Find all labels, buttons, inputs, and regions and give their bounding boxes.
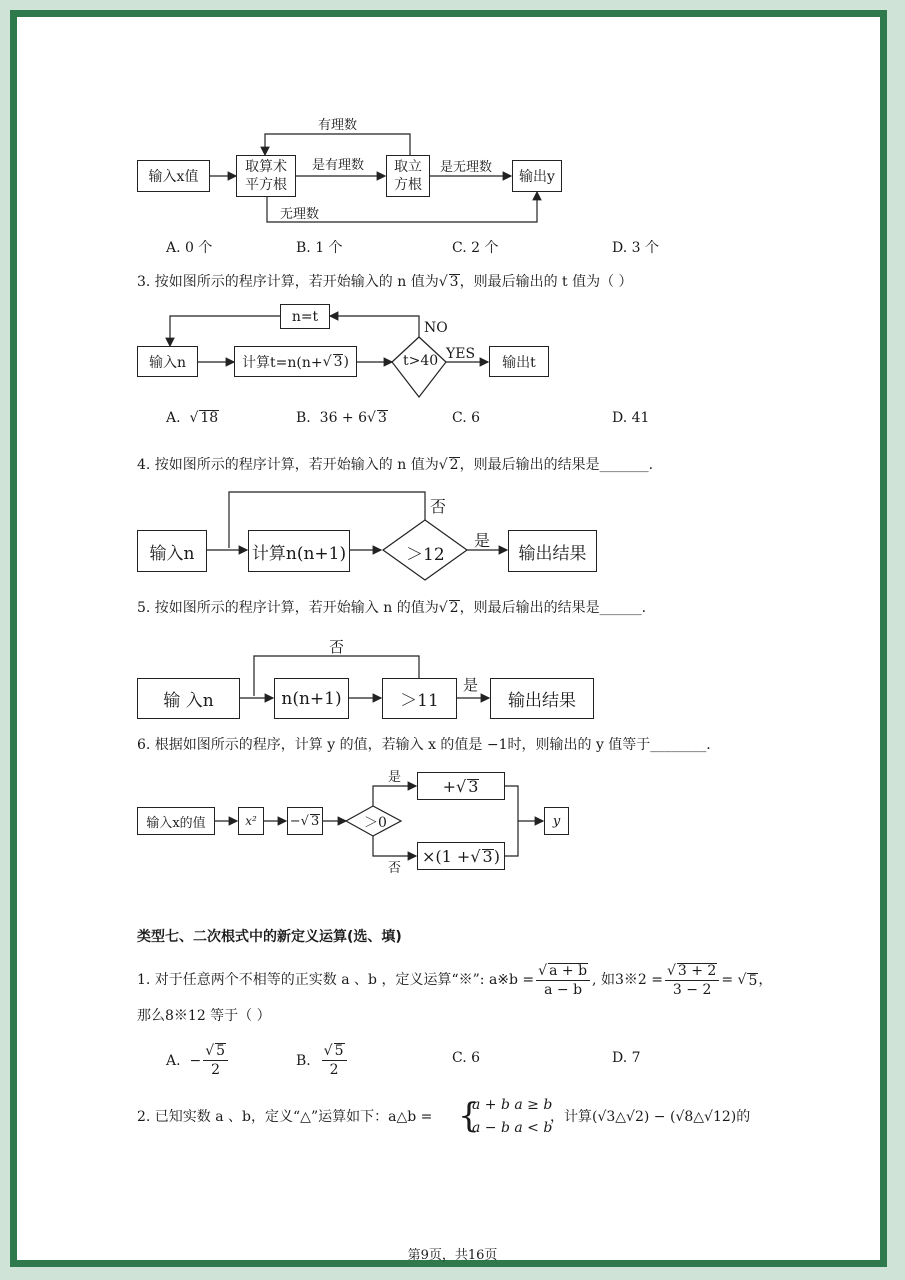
q7-1-stem: 1. 对于任意两个不相等的正实数 a 、b ，定义运算“※”: a※b = $\frac{√ a + b}{a - b}$ , 如3※2 = $\frac{√ 3 + 2}{3 - 2}$ = √ 5 ， [137, 962, 773, 998]
q3-option-d[interactable]: D. 41 [612, 410, 650, 426]
q4-output-box: 输出结果 [508, 530, 597, 572]
q6-times-box: ×(1 + √ 3 ) [417, 842, 505, 870]
q5-yes-label: 是 [463, 676, 479, 694]
q7-1-option-d[interactable]: D. 7 [612, 1050, 641, 1066]
q3-yes-label: YES [446, 346, 476, 362]
q1-cube-box: 取立 方根 [386, 155, 430, 197]
page-footer: 第9页，共16页 [407, 1248, 498, 1263]
q7-2-brace: { [458, 1096, 480, 1136]
q7-1-def-fraction: $\frac{√ a + b}{a - b}$ [536, 962, 590, 999]
q1-input-box: 输入x值 [137, 160, 210, 192]
q1-option-d[interactable]: D. 3 个 [612, 240, 659, 256]
q1-option-a[interactable]: A. 0 个 [166, 240, 213, 256]
q1-output-box: 输出y [512, 160, 562, 192]
q1-edge-is-rational: 是有理数 [312, 158, 365, 173]
q3-option-b[interactable]: B. 36 + 6√ 3 [296, 410, 387, 426]
q5-calc-box: n(n+1) [274, 678, 349, 719]
q7-1-option-b[interactable]: B. $\frac{√ 5}{2}$ [296, 1042, 349, 1079]
q6-output-box: y [544, 807, 569, 835]
q6-input-box: 输入x的值 [137, 807, 215, 835]
section-heading: 类型七、二次根式中的新定义运算(选、填) [137, 929, 402, 945]
q6-square-box: x² [238, 807, 264, 835]
q6-plus-box: + √ 3 [417, 772, 505, 800]
q1-sqrt-box: 取算术 平方根 [236, 155, 296, 197]
q3-option-a[interactable]: A. √ 18 [166, 410, 219, 426]
q7-2-stem-mid: ，计算(√3△√2) − (√8△√12)的 [550, 1109, 751, 1125]
q1-option-c[interactable]: C. 2 个 [452, 240, 499, 256]
q7-1-option-a[interactable]: A. − $\frac{√ 5}{2}$ [166, 1042, 230, 1079]
q4-stem: 4. 按如图所示的程序计算，若开始输入的 n 值为√ 2，则最后输出的结果是_______. [137, 457, 654, 473]
q1-edge-is-irrational: 是无理数 [440, 160, 493, 175]
q1-option-b[interactable]: B. 1 个 [296, 240, 343, 256]
q7-1-option-c[interactable]: C. 6 [452, 1050, 481, 1066]
q3-output-box: 输出t [489, 346, 549, 377]
q3-input-box: 输入n [137, 346, 198, 377]
q7-2-stem-pre: 2. 已知实数 a 、b，定义“△”运算如下：a△b = [137, 1109, 433, 1125]
q1-edge-irrational-bottom: 无理数 [280, 207, 320, 222]
q3-assign-box: n=t [280, 304, 330, 329]
q4-input-box: 输入n [137, 530, 207, 572]
q4-diamond-label: ＞12 [406, 545, 445, 565]
q3-option-c[interactable]: C. 6 [452, 410, 481, 426]
q1-edge-rational-top: 有理数 [318, 118, 358, 133]
q7-1-line2: 那么8※12 等于（ ） [137, 1008, 271, 1024]
q3-stem: 3. 按如图所示的程序计算，若开始输入的 n 值为√ 3，则最后输出的 t 值为（ ） [137, 274, 633, 290]
q3-diamond-label: t>40 [403, 353, 439, 369]
q5-compare-box: ＞11 [382, 678, 457, 719]
q5-stem: 5. 按如图所示的程序计算，若开始输入 n 的值为√ 2，则最后输出的结果是______. [137, 600, 647, 616]
q5-input-box: 输 入n [137, 678, 240, 719]
q7-2-case1: a + b a ≥ b [472, 1097, 553, 1113]
q3-no-label: NO [424, 320, 448, 336]
q5-no-label: 否 [329, 638, 345, 656]
q3-calc-box: 计算t=n(n+ √ 3 ) [234, 346, 357, 377]
q4-yes-label: 是 [474, 531, 491, 550]
q7-2-case2: a − b a < b [472, 1120, 553, 1136]
q6-no-label: 否 [388, 861, 402, 876]
q6-diamond-label: ＞0 [364, 815, 387, 831]
q6-minus-box: − √ 3 [287, 807, 323, 835]
q4-calc-box: 计算n(n+1) [248, 530, 350, 572]
q5-output-box: 输出结果 [490, 678, 594, 719]
q6-yes-label: 是 [388, 770, 402, 785]
q6-stem: 6. 根据如图所示的程序，计算 y 的值，若输入 x 的值是 −1时，则输出的 y 值等于________. [137, 737, 711, 753]
q4-no-label: 否 [430, 497, 447, 516]
q7-1-example-fraction: $\frac{√ 3 + 2}{3 - 2}$ [665, 962, 719, 999]
